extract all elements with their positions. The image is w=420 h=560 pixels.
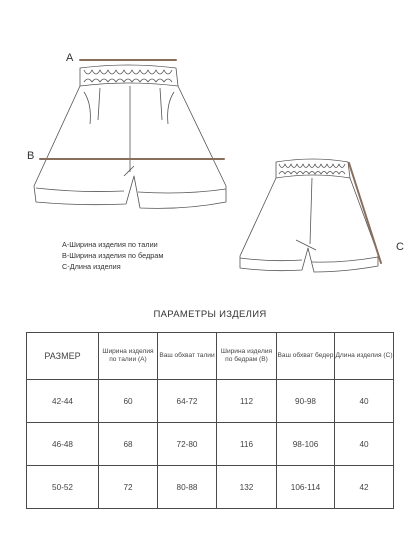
cell-waist-width: 68 <box>99 423 158 466</box>
cell-your-hips: 106-114 <box>277 466 335 509</box>
size-table <box>26 332 394 509</box>
table-header-row <box>27 333 394 380</box>
cell-length: 40 <box>335 380 394 423</box>
cell-size: 46-48 <box>27 423 99 466</box>
header-length: Длина изделия (С) <box>335 333 394 380</box>
header-hip-width: Ширина изделия по бедрам (В) <box>217 333 277 380</box>
cell-your-hips: 98-106 <box>277 423 335 466</box>
header-your-waist: Ваш обхват талии <box>158 333 217 380</box>
header-waist-width: Ширина изделия по талии (А) <box>99 333 158 380</box>
table-row <box>27 466 394 509</box>
cell-size: 42-44 <box>27 380 99 423</box>
table-title: ПАРАМЕТРЫ ИЗДЕЛИЯ <box>153 309 267 320</box>
header-size: РАЗМЕР <box>27 333 99 380</box>
table-row <box>27 423 394 466</box>
cell-hip-width: 132 <box>217 466 277 509</box>
back-shorts-sketch <box>240 159 378 272</box>
cell-your-hips: 90-98 <box>277 380 335 423</box>
label-b: B <box>27 150 35 162</box>
cell-size: 50-52 <box>27 466 99 509</box>
front-shorts-sketch <box>34 65 226 208</box>
label-a: A <box>66 52 74 64</box>
cell-waist-width: 60 <box>99 380 158 423</box>
cell-your-waist: 80-88 <box>158 466 217 509</box>
measurement-legend <box>62 239 163 272</box>
cell-length: 40 <box>335 423 394 466</box>
measurement-lines <box>40 60 381 263</box>
label-c: C <box>396 241 404 253</box>
cell-hip-width: 116 <box>217 423 277 466</box>
header-your-hips: Ваш обхват бедер <box>277 333 335 380</box>
legend-item-a: А-Ширина изделия по талии <box>62 240 158 249</box>
measure-line-c <box>349 163 381 263</box>
cell-hip-width: 112 <box>217 380 277 423</box>
cell-your-waist: 64-72 <box>158 380 217 423</box>
table-row <box>27 380 394 423</box>
cell-your-waist: 72-80 <box>158 423 217 466</box>
cell-length: 42 <box>335 466 394 509</box>
legend-item-c: С-Длина изделия <box>62 262 121 271</box>
cell-waist-width: 72 <box>99 466 158 509</box>
legend-item-b: В-Ширина изделия по бедрам <box>62 251 164 260</box>
